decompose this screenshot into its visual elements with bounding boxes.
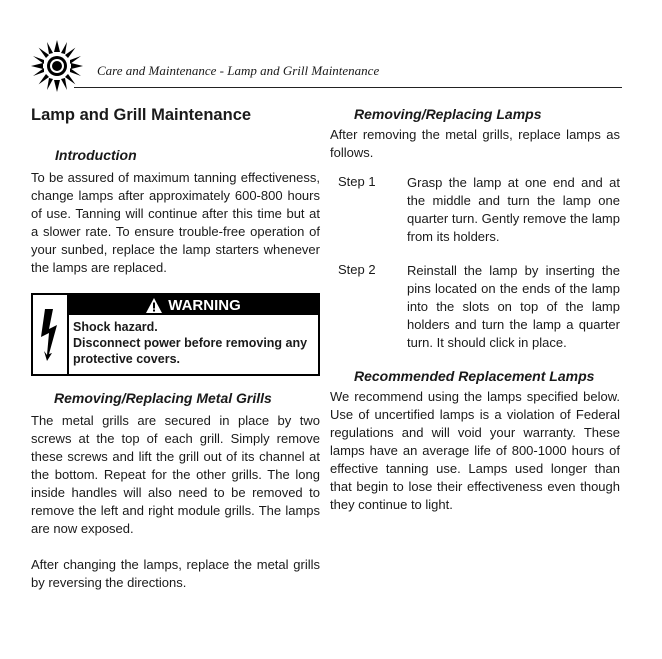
grills-text: The metal grills are secured in place by two screws at the top of each grill. Simply remove these screws and lift the grill out of its channel at the bottom. Repeat for the other grills. The long inside handles will also need to be removed to remove the left and right module grills. The lamps are now exposed. [31,413,320,536]
shock-hazard-icon [33,295,69,374]
sun-logo-icon [29,38,85,94]
recommended-text: We recommend using the lamps specified below. Use of uncertified lamps is a violation of Federal regulations and will void your warranty. These lamps have an average life of 800-1000 hours of effective tanning use. Lamps used longer than that begin to lose their effectiveness even though they continue to light. [330,389,620,512]
right-column [330,104,620,514]
header-breadcrumb: Care and Maintenance - Lamp and Grill Maintenance [97,63,380,78]
grills-heading: Removing/Replacing Metal Grills [54,390,272,406]
step-2 [330,262,620,352]
left-column [31,104,320,592]
warning-box [31,293,320,376]
section-title: Lamp and Grill Maintenance [31,106,252,124]
step-2-label: Step 2 [338,262,376,277]
step-1-text: Grasp the lamp at one end and at the middle and turn the lamp one quarter turn. Gently remove the lamp from its holders. [407,175,620,244]
header-divider [74,87,622,88]
recommended-heading: Recommended Replacement Lamps [354,368,595,384]
warning-line-1: Shock hazard. [73,320,158,334]
warning-line-2: Disconnect power before removing any protective covers. [73,336,308,366]
lamps-heading: Removing/Replacing Lamps [354,106,542,122]
warning-label: WARNING [168,296,241,314]
introduction-heading: Introduction [55,147,137,163]
introduction-text: To be assured of maximum tanning effectiveness, change lamps after approximately 600-800 hours of use. Tanning will continue after this time but at a slower rate. To ensure trouble-free operation of your sunbed, replace the lamp starters whenever the lamps are replaced. [31,170,320,275]
step-1 [330,174,620,246]
step-2-text: Reinstall the lamp by inserting the pins located on the ends of the lamp into the slots on top of the lamp holders and turn the lamp a quarter turn. It should click in place. [407,263,620,350]
lamps-intro-text: After removing the metal grills, replace lamps as follows. [330,127,620,160]
grills-after-text: After changing the lamps, replace the metal grills by reversing the directions. [31,557,320,590]
warning-triangle-icon [146,298,162,313]
warning-body [69,315,318,371]
step-1-label: Step 1 [338,174,376,189]
warning-header [69,295,318,315]
